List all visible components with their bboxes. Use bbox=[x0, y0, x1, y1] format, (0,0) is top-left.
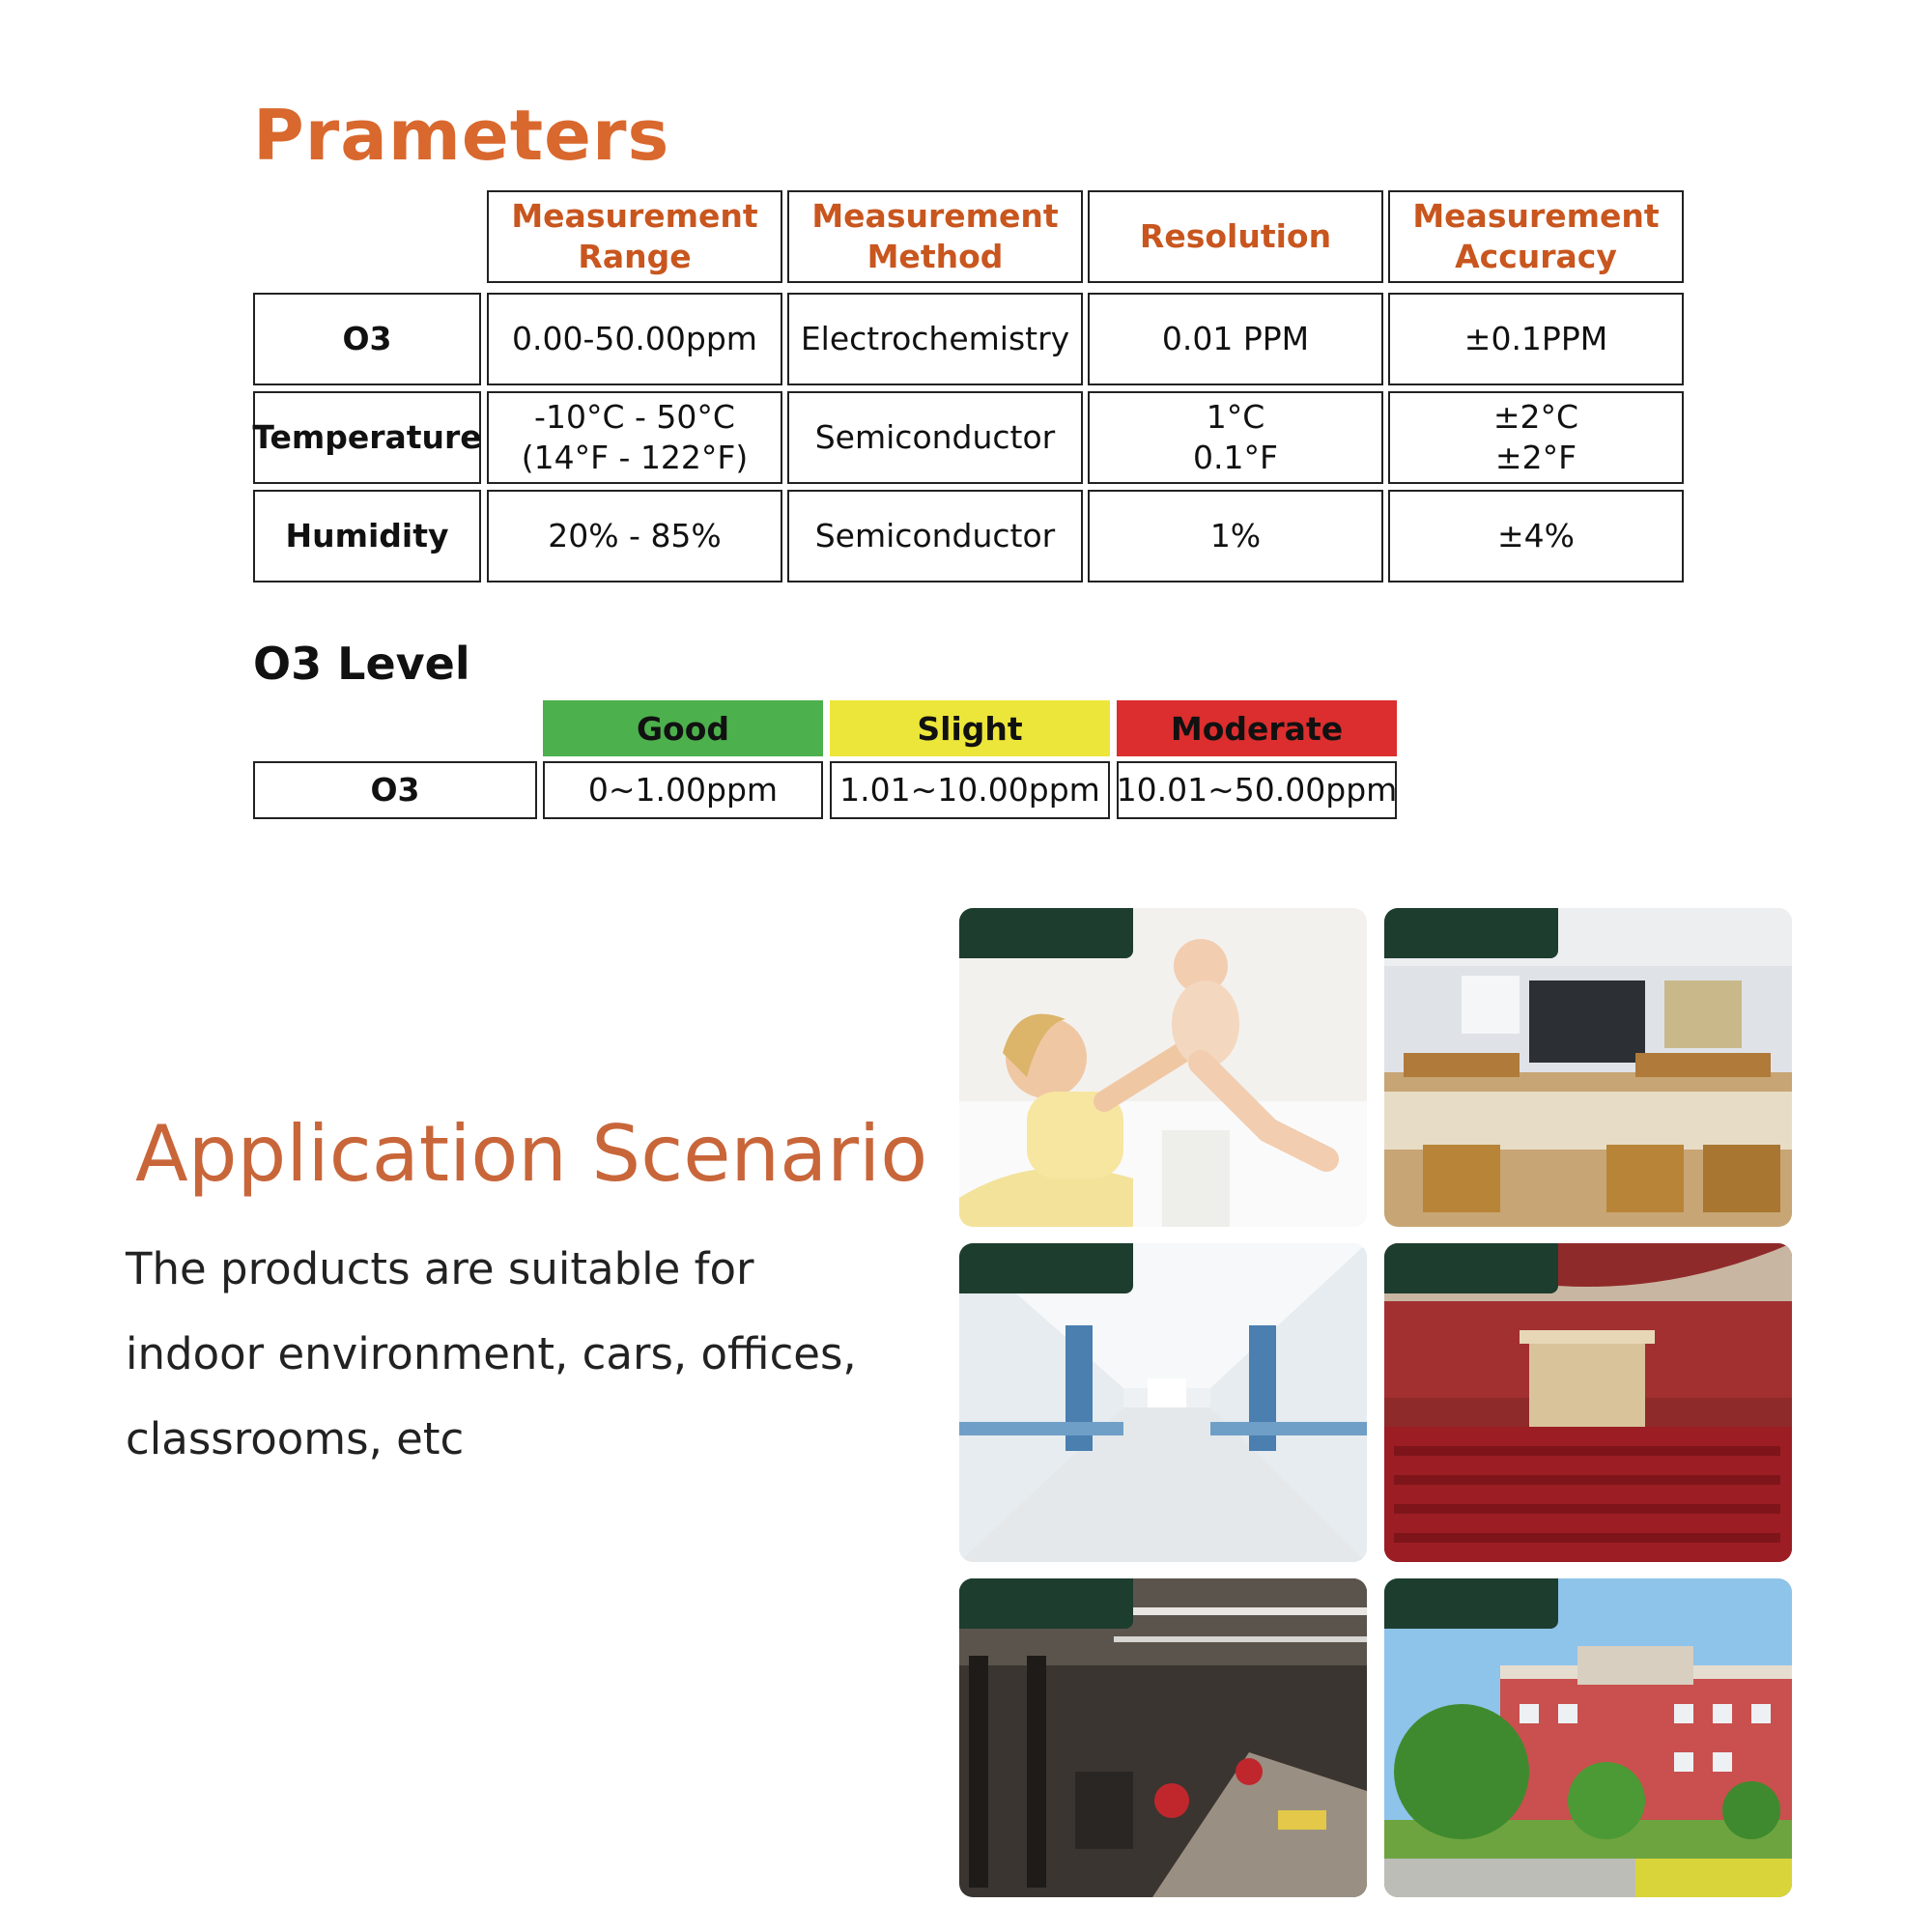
photo-tab bbox=[959, 1243, 1133, 1293]
header-measurement-accuracy: Measurement Accuracy bbox=[1388, 190, 1684, 283]
o3-level-title: O3 Level bbox=[253, 638, 470, 690]
level-range-good: 0~1.00ppm bbox=[543, 761, 823, 819]
cell-o3-method: Electrochemistry bbox=[787, 293, 1083, 385]
cell-humidity-range: 20% - 85% bbox=[487, 490, 782, 582]
header-measurement-range: Measurement Range bbox=[487, 190, 782, 283]
classroom-photo bbox=[1384, 908, 1792, 1227]
gym-photo bbox=[959, 1578, 1367, 1897]
parameters-title: Prameters bbox=[253, 95, 670, 176]
photo-tab bbox=[1384, 1243, 1558, 1293]
level-range-slight: 1.01~10.00ppm bbox=[830, 761, 1110, 819]
cell-humidity-accuracy: ±4% bbox=[1388, 490, 1684, 582]
cell-o3-range: 0.00-50.00ppm bbox=[487, 293, 782, 385]
cell-o3-resolution: 0.01 PPM bbox=[1088, 293, 1383, 385]
theater-photo bbox=[1384, 1243, 1792, 1562]
level-row-label-o3: O3 bbox=[253, 761, 537, 819]
application-description: The products are suitable for indoor environment, cars, offices, classrooms, etc bbox=[126, 1243, 857, 1464]
cell-temperature-resolution: 1°C 0.1°F bbox=[1088, 391, 1383, 484]
photo-tab bbox=[1384, 1578, 1558, 1629]
photo-tab bbox=[959, 908, 1133, 958]
cell-humidity-resolution: 1% bbox=[1088, 490, 1383, 582]
header-resolution: Resolution bbox=[1088, 190, 1383, 283]
cell-temperature-range: -10°C - 50°C (14°F - 122°F) bbox=[487, 391, 782, 484]
application-title: Application Scenario bbox=[135, 1109, 928, 1199]
level-header-slight: Slight bbox=[830, 700, 1110, 756]
header-measurement-method: Measurement Method bbox=[787, 190, 1083, 283]
level-header-moderate: Moderate bbox=[1117, 700, 1397, 756]
cell-o3-accuracy: ±0.1PPM bbox=[1388, 293, 1684, 385]
photo-tab bbox=[959, 1578, 1133, 1629]
row-label-humidity: Humidity bbox=[253, 490, 481, 582]
level-header-good: Good bbox=[543, 700, 823, 756]
photo-tab bbox=[1384, 908, 1558, 958]
level-range-moderate: 10.01~50.00ppm bbox=[1117, 761, 1397, 819]
row-label-temperature: Temperature bbox=[253, 391, 481, 484]
mother-baby-photo bbox=[959, 908, 1367, 1227]
cell-temperature-accuracy: ±2°C ±2°F bbox=[1388, 391, 1684, 484]
cell-temperature-method: Semiconductor bbox=[787, 391, 1083, 484]
hospital-corridor-photo bbox=[959, 1243, 1367, 1562]
hotel-building-photo bbox=[1384, 1578, 1792, 1897]
row-label-o3: O3 bbox=[253, 293, 481, 385]
cell-humidity-method: Semiconductor bbox=[787, 490, 1083, 582]
